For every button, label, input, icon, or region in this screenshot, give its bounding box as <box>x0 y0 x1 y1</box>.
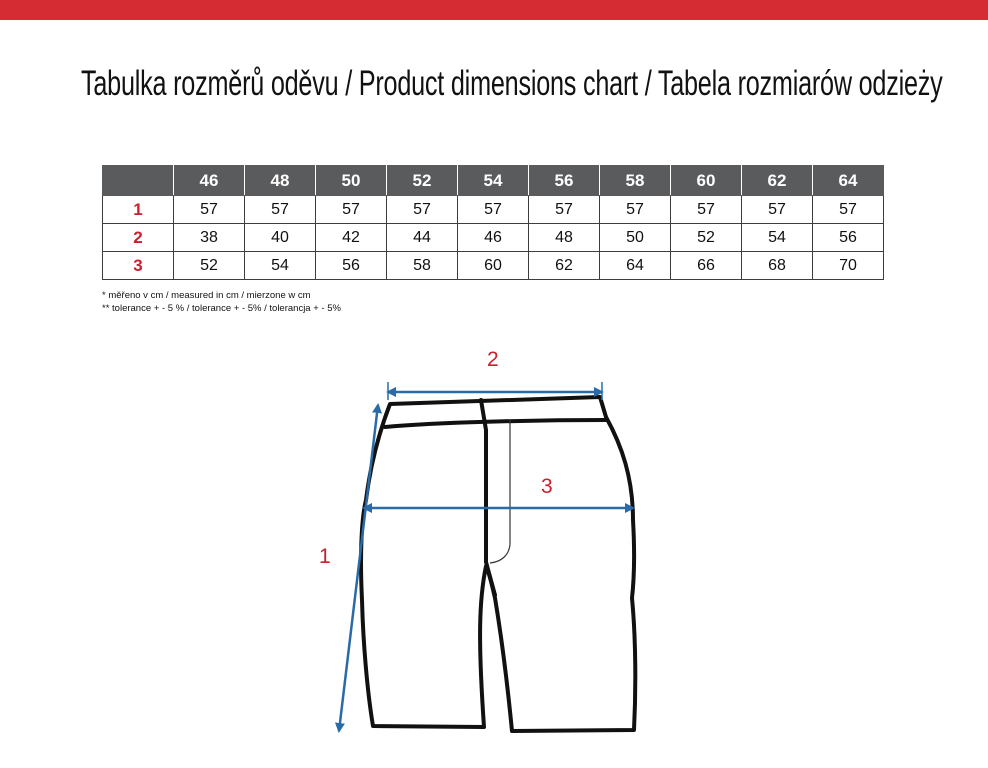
shorts-silhouette <box>361 397 635 731</box>
length-arrow <box>339 405 378 731</box>
table-cell: 66 <box>671 252 742 280</box>
table-cell: 40 <box>245 224 316 252</box>
size-header: 58 <box>600 166 671 196</box>
fly-stitch <box>490 420 510 563</box>
table-cell: 57 <box>529 196 600 224</box>
table-cell: 54 <box>742 224 813 252</box>
size-header: 56 <box>529 166 600 196</box>
table-cell: 56 <box>316 252 387 280</box>
table-cell: 62 <box>529 252 600 280</box>
table-cell: 50 <box>600 224 671 252</box>
page-title: Tabulka rozměrů oděvu / Product dimensions chart / Tabela rozmiarów odzieży <box>81 64 943 103</box>
size-header: 48 <box>245 166 316 196</box>
table-cell: 60 <box>458 252 529 280</box>
shorts-outline <box>361 397 635 731</box>
table-cell: 54 <box>245 252 316 280</box>
row-label: 3 <box>103 252 174 280</box>
size-header: 46 <box>174 166 245 196</box>
table-cell: 46 <box>458 224 529 252</box>
table-cell: 56 <box>813 224 884 252</box>
table-cell: 57 <box>174 196 245 224</box>
table-cell: 57 <box>316 196 387 224</box>
table-cell: 68 <box>742 252 813 280</box>
table-cell: 57 <box>813 196 884 224</box>
table-cell: 57 <box>742 196 813 224</box>
note-tolerance: ** tolerance + - 5 % / tolerance + - 5% / tolerancja + - 5% <box>102 303 341 314</box>
table-cell: 57 <box>245 196 316 224</box>
table-cell: 57 <box>387 196 458 224</box>
size-header: 64 <box>813 166 884 196</box>
table-cell: 38 <box>174 224 245 252</box>
waist-label: 2 <box>487 348 499 371</box>
size-header: 54 <box>458 166 529 196</box>
table-cell: 44 <box>387 224 458 252</box>
row-label: 2 <box>103 224 174 252</box>
table-cell: 48 <box>529 224 600 252</box>
table-cell: 57 <box>458 196 529 224</box>
size-header: 62 <box>742 166 813 196</box>
length-label: 1 <box>319 545 331 568</box>
table-cell: 52 <box>174 252 245 280</box>
table-cell: 57 <box>671 196 742 224</box>
waistband-line <box>385 420 606 427</box>
hip-label: 3 <box>541 475 553 498</box>
table-cell: 70 <box>813 252 884 280</box>
table-cell: 42 <box>316 224 387 252</box>
size-header: 50 <box>316 166 387 196</box>
size-header: 60 <box>671 166 742 196</box>
table-cell: 64 <box>600 252 671 280</box>
size-header: 52 <box>387 166 458 196</box>
note-units: * měřeno v cm / measured in cm / mierzone w cm <box>102 290 311 301</box>
table-cell: 57 <box>600 196 671 224</box>
table-cell: 58 <box>387 252 458 280</box>
row-label: 1 <box>103 196 174 224</box>
center-front-seam <box>481 400 495 595</box>
table-cell: 52 <box>671 224 742 252</box>
